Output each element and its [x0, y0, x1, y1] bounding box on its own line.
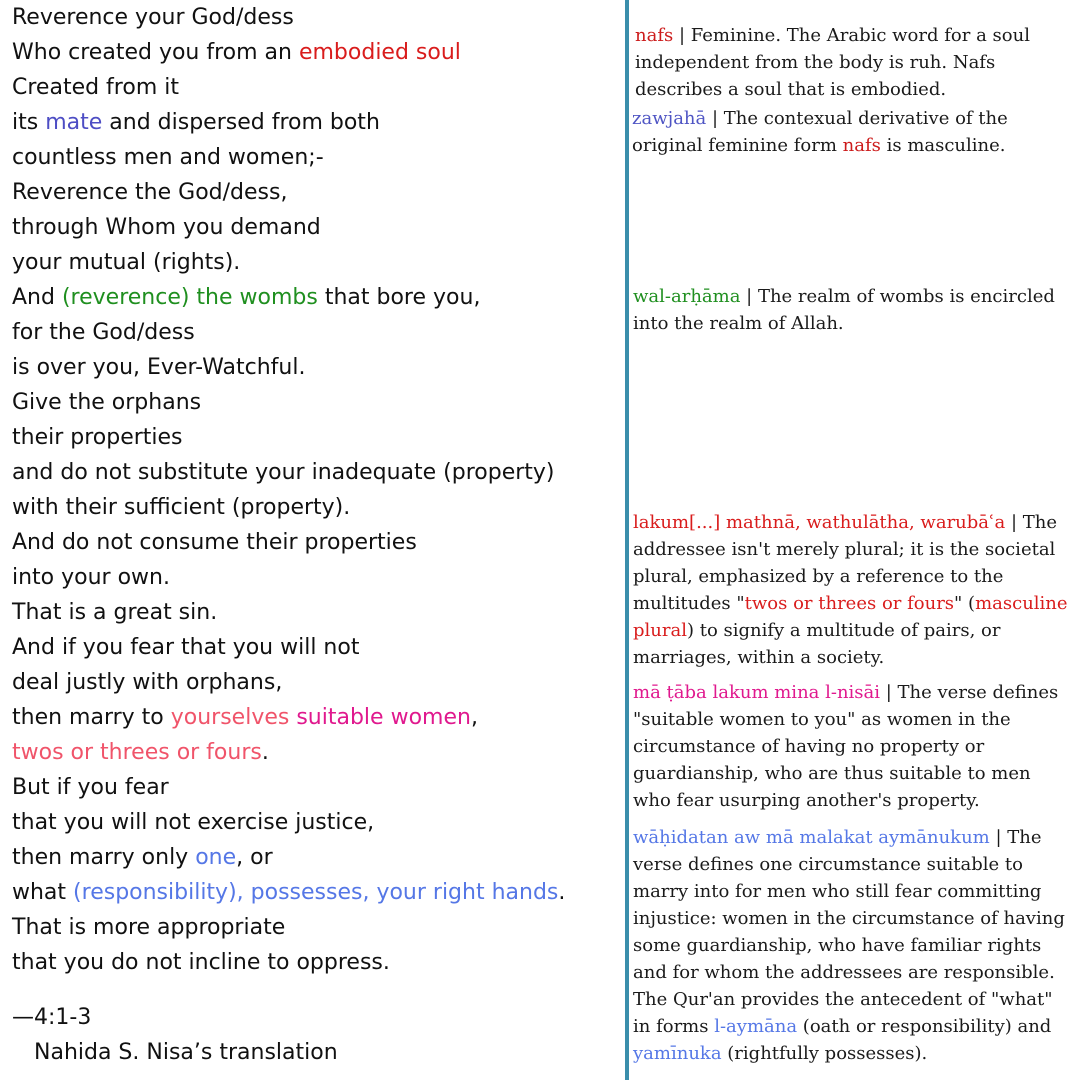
note-text: | The realm of wombs is encircled into the realm of Allah. [633, 286, 1055, 334]
verse-text: is over you, Ever-Watchful. [12, 355, 306, 380]
verse-text: Who created you from an [12, 40, 299, 65]
verse-line [12, 70, 612, 105]
note-zawjaha [632, 105, 1072, 159]
verse-text: . [558, 880, 566, 905]
note-text: ) to signify a multitude of pairs, or marriages, within a society. [633, 620, 1001, 668]
verse-text: And if you fear that you will not [12, 635, 360, 660]
verse-text: for the God/dess [12, 320, 195, 345]
note-nafs [635, 22, 1075, 103]
note-ma-taba [633, 679, 1073, 814]
note-text: (oath or responsibility) and [797, 1016, 1052, 1037]
verse-text: its [12, 110, 46, 135]
verse-line [12, 420, 612, 455]
verse-line [12, 105, 612, 140]
verse-text: Reverence your God/dess [12, 5, 294, 30]
verse-text: countless men and women;- [12, 145, 324, 170]
note-text: | The addressee isn't merely plural; it is the societal plural, emphasized by a reference to the multitudes " [633, 512, 1058, 614]
verse-text: , [470, 705, 478, 730]
citation-text: —4:1-3 [12, 1005, 92, 1030]
note-term: zawjahā [632, 108, 707, 129]
verse-citation [12, 1000, 612, 1035]
note-text: " ( [954, 593, 976, 614]
verse-line [12, 490, 612, 525]
verse-text: that bore you, [317, 285, 481, 310]
verse-text: that you do not incline to oppress. [12, 950, 390, 975]
verse-translation [12, 0, 612, 1070]
note-text: | The verse defines one circumstance suitable to marry into for men who still fear committing injustice: women in the circumstance of having some guardianship, who have familiar rights and for whom the addressees are responsible. The Qur'an provides the antecedent of "what" in forms [633, 827, 1065, 1037]
note-wahidatan [633, 824, 1073, 1067]
note-text: | The contexual derivative of the original feminine form [632, 108, 1008, 156]
verse-text: their properties [12, 425, 183, 450]
verse-line [12, 700, 612, 735]
verse-text: And do not consume their properties [12, 530, 417, 555]
note-term: twos or threes or fours [744, 593, 955, 614]
note-term: lakum[...] mathnā, wathulātha, warubāʿa [633, 512, 1006, 533]
verse-text: , or [236, 845, 273, 870]
verse-text: Give the orphans [12, 390, 202, 415]
verse-line [12, 840, 612, 875]
verse-text: what [12, 880, 74, 905]
verse-text: your mutual (rights). [12, 250, 241, 275]
verse-line [12, 210, 612, 245]
verse-line [12, 630, 612, 665]
highlight-mate: mate [45, 110, 103, 135]
credit-text: Nahida S. Nisa’s translation [34, 1040, 338, 1065]
highlight-wombs: (reverence) the wombs [61, 285, 318, 310]
note-text: | The verse defines "suitable women to you" as women in the circumstance of having no property or guardianship, who are thus suitable to men who fear usurping another's property. [633, 682, 1059, 811]
verse-text: that you will not exercise justice, [12, 810, 375, 835]
note-term: masculine plural [633, 593, 1068, 641]
verse-line [12, 350, 612, 385]
verse-text: then marry only [12, 845, 196, 870]
note-term: mā ṭāba lakum mina l-nisāi [633, 682, 881, 703]
highlight-one: one [195, 845, 237, 870]
verse-line [12, 175, 612, 210]
verse-text: and do not substitute your inadequate (property) [12, 460, 555, 485]
verse-text: Created from it [12, 75, 179, 100]
note-text: | Feminine. The Arabic word for a soul independent from the body is ruh. Nafs describes a soul that is embodied. [635, 25, 1030, 100]
verse-line [12, 140, 612, 175]
verse-line [12, 945, 612, 980]
verse-line [12, 245, 612, 280]
verse-text: That is a great sin. [12, 600, 218, 625]
verse-line [12, 805, 612, 840]
highlight-right-hands: (responsibility), possesses, your right hands [73, 880, 559, 905]
verse-line [12, 525, 612, 560]
note-text: is masculine. [880, 135, 1006, 156]
note-wal-arhama [633, 283, 1073, 337]
verse-line [12, 595, 612, 630]
verse-text: . [261, 740, 269, 765]
verse-line [12, 560, 612, 595]
translation-credit [12, 1035, 612, 1070]
note-term: yamīnuka [633, 1043, 722, 1064]
verse-line [12, 665, 612, 700]
verse-line [12, 315, 612, 350]
note-term: nafs [842, 135, 881, 156]
verse-text: Reverence the God/dess, [12, 180, 288, 205]
note-term: nafs [635, 25, 674, 46]
verse-line [12, 35, 612, 70]
verse-text: into your own. [12, 565, 170, 590]
verse-line [12, 385, 612, 420]
highlight-yourselves: yourselves [170, 705, 290, 730]
verse-line [12, 280, 612, 315]
verse-text: But if you fear [12, 775, 169, 800]
note-term: wāḥidatan aw mā malakat aymānukum [633, 827, 990, 848]
verse-text: then marry to [12, 705, 171, 730]
verse-text: That is more appropriate [12, 915, 286, 940]
note-term: wal-arḥāma [633, 286, 741, 307]
verse-text: deal justly with orphans, [12, 670, 283, 695]
verse-line [12, 875, 612, 910]
verse-line [12, 0, 612, 35]
note-term: l-aymāna [714, 1016, 798, 1037]
verse-text: And [12, 285, 62, 310]
highlight-embodied-soul: embodied soul [298, 40, 461, 65]
verse-line [12, 770, 612, 805]
highlight-twos-threes-fours: twos or threes or fours [12, 740, 262, 765]
note-lakum [633, 509, 1073, 671]
verse-text: with their sufficient (property). [12, 495, 351, 520]
column-divider [625, 0, 629, 1080]
note-text: (rightfully possesses). [721, 1043, 928, 1064]
verse-line [12, 910, 612, 945]
highlight-suitable-women: suitable women [296, 705, 471, 730]
verse-line [12, 455, 612, 490]
verse-text: through Whom you demand [12, 215, 321, 240]
verse-text: and dispersed from both [102, 110, 380, 135]
verse-line [12, 735, 612, 770]
